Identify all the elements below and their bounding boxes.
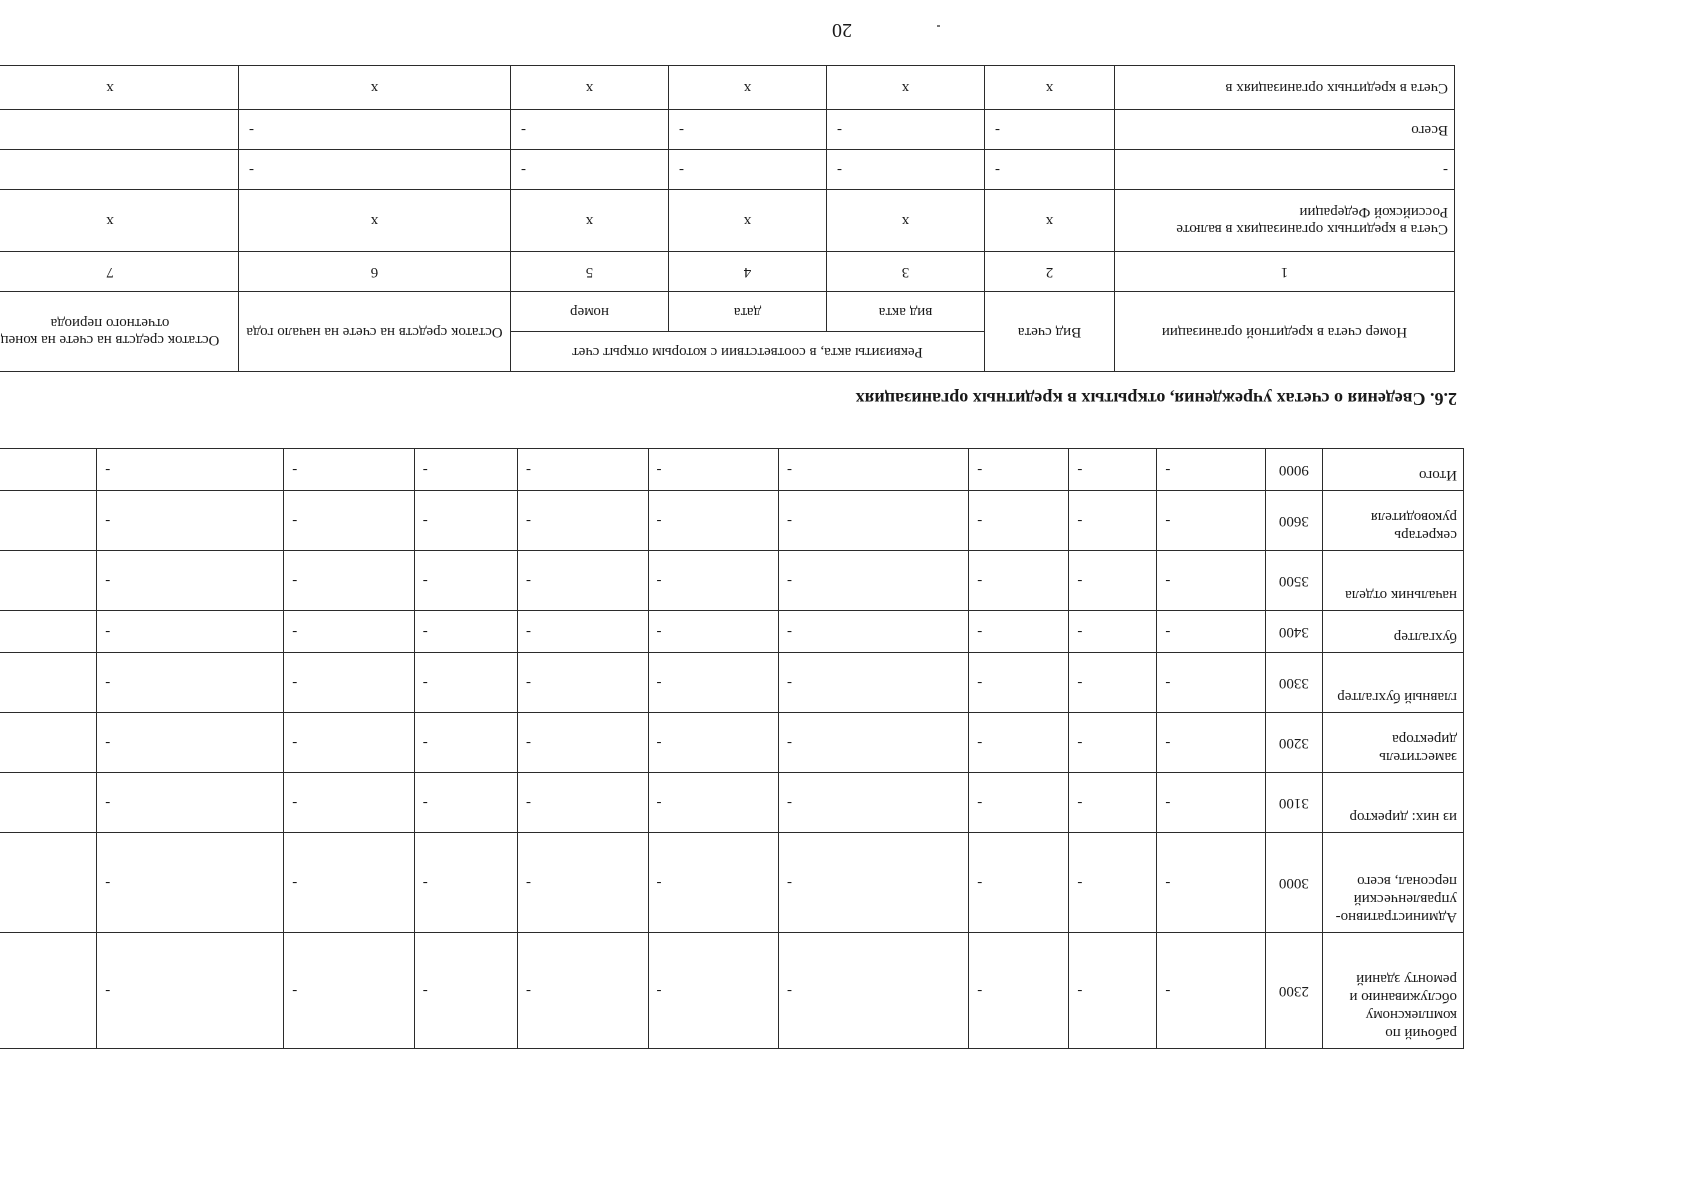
table-cell: - [969, 491, 1069, 551]
table-cell: x [238, 66, 510, 110]
table-cell: - [779, 491, 969, 551]
table-cell: - [1157, 449, 1266, 491]
column-number: 3 [827, 252, 985, 292]
table-cell: - [648, 551, 778, 611]
table-cell: - [779, 933, 969, 1049]
row-label: Счета в кредитных организациях в валюте Российской Федерации [1115, 190, 1455, 252]
table-cell: - [648, 449, 778, 491]
table-cell: - [779, 653, 969, 713]
table-cell: - [284, 653, 414, 713]
table-cell: - [969, 611, 1069, 653]
header-balance-start: Остаток средств на счете на начало года [238, 292, 510, 372]
column-number: 2 [985, 252, 1115, 292]
row-label: главный бухгалтер [1322, 653, 1463, 713]
table-cell: - [1069, 773, 1157, 833]
table-cell: - [779, 833, 969, 933]
table-cell [0, 773, 97, 833]
table-cell: - [648, 833, 778, 933]
table-cell: - [648, 933, 778, 1049]
row-code: 3200 [1266, 713, 1323, 773]
table-cell: - [1069, 491, 1157, 551]
row-label: Административно-управленческий персонал, всего [1322, 833, 1463, 933]
row-label: - [1115, 150, 1455, 190]
table-cell: - [1069, 449, 1157, 491]
row-label: рабочий по комплексному обслуживанию и ремонту зданий [1322, 933, 1463, 1049]
staff-table [0, 448, 1464, 1049]
header-act-date: дата [669, 292, 827, 332]
header-row [0, 332, 1455, 372]
table-cell [0, 110, 238, 150]
table-cell: - [1069, 713, 1157, 773]
row-code: 3000 [1266, 833, 1323, 933]
table-cell: - [284, 933, 414, 1049]
table-cell [0, 833, 97, 933]
header-act-kind: вид акта [827, 292, 985, 332]
row-label: Итого [1322, 449, 1463, 491]
column-number: 7 [0, 252, 238, 292]
table-cell [0, 933, 97, 1049]
table-cell: - [969, 933, 1069, 1049]
table-cell: - [97, 611, 284, 653]
table-cell: - [97, 933, 284, 1049]
column-number: 6 [238, 252, 510, 292]
table-cell: - [648, 611, 778, 653]
table-cell: - [1069, 611, 1157, 653]
table-cell: - [518, 449, 648, 491]
table-cell: - [648, 773, 778, 833]
table-row [0, 150, 1455, 190]
row-label: Счета в кредитных организациях в [1115, 66, 1455, 110]
table-cell: - [827, 150, 985, 190]
table-cell: x [510, 190, 668, 252]
table-cell: x [669, 190, 827, 252]
header-account-number: Номер счета в кредитной организации [1115, 292, 1455, 372]
table-cell: x [510, 66, 668, 110]
table-cell: - [1157, 491, 1266, 551]
table-cell: - [510, 110, 668, 150]
table-cell: - [518, 653, 648, 713]
row-label: из них: директор [1322, 773, 1463, 833]
table-row [0, 933, 1464, 1049]
table-row [0, 190, 1455, 252]
table-cell [0, 491, 97, 551]
row-label: бухгалтер [1322, 611, 1463, 653]
table-row [0, 66, 1455, 110]
table-cell: - [284, 449, 414, 491]
table-cell: - [985, 110, 1115, 150]
page-number: 20 [832, 19, 852, 41]
table-cell: - [284, 833, 414, 933]
table-cell: - [97, 713, 284, 773]
table-cell: x [669, 66, 827, 110]
row-label: секретарь руководителя [1322, 491, 1463, 551]
table-cell: - [779, 611, 969, 653]
scan-speck [937, 25, 940, 27]
table-cell: - [518, 551, 648, 611]
table-cell: - [97, 551, 284, 611]
table-cell: - [97, 773, 284, 833]
table-row [0, 449, 1464, 491]
row-code: 3400 [1266, 611, 1323, 653]
table-cell: - [510, 150, 668, 190]
accounts-table [0, 65, 1455, 372]
table-cell: - [1069, 551, 1157, 611]
table-cell: - [1157, 933, 1266, 1049]
table-cell: - [414, 713, 517, 773]
table-cell: - [284, 773, 414, 833]
table-cell: - [969, 713, 1069, 773]
row-code: 3100 [1266, 773, 1323, 833]
header-account-type: Вид счета [985, 292, 1115, 372]
table-cell: x [827, 190, 985, 252]
column-number: 5 [510, 252, 668, 292]
row-label: Всего [1115, 110, 1455, 150]
table-cell: - [518, 713, 648, 773]
row-code: 3600 [1266, 491, 1323, 551]
table-cell: - [97, 833, 284, 933]
header-balance-end: Остаток средств на счете на конец отчетного периода [0, 292, 238, 372]
table-cell: - [1157, 611, 1266, 653]
table-cell: - [669, 150, 827, 190]
table-cell: - [779, 713, 969, 773]
table-cell: - [1157, 833, 1266, 933]
table-cell: - [414, 653, 517, 713]
table-cell: - [518, 611, 648, 653]
table-row [0, 110, 1455, 150]
table-cell [0, 449, 97, 491]
table-cell: - [97, 449, 284, 491]
table-cell: - [1157, 713, 1266, 773]
table-cell: - [518, 773, 648, 833]
table-cell: - [648, 491, 778, 551]
table-cell [0, 150, 238, 190]
table-cell [0, 653, 97, 713]
table-cell: x [0, 190, 238, 252]
table-row [0, 713, 1464, 773]
table-row [0, 833, 1464, 933]
table-cell [0, 713, 97, 773]
table-cell: - [414, 449, 517, 491]
table-cell: - [1157, 653, 1266, 713]
table-cell: - [969, 773, 1069, 833]
table-cell: - [648, 713, 778, 773]
column-number: 1 [1115, 252, 1455, 292]
table-cell: - [969, 449, 1069, 491]
table-cell: - [827, 110, 985, 150]
table-cell: - [779, 773, 969, 833]
table-cell: x [985, 66, 1115, 110]
table-cell: - [238, 110, 510, 150]
column-number: 4 [669, 252, 827, 292]
table-row [0, 551, 1464, 611]
header-act-details: Реквизиты акта, в соответствии с которым открыт счет [510, 332, 984, 372]
table-cell: - [1069, 833, 1157, 933]
column-number-row [0, 252, 1455, 292]
table-cell: x [827, 66, 985, 110]
section-title: 2.6. Сведения о счетах учреждения, открытых в кредитных организациях [855, 389, 1457, 409]
table-cell: - [779, 449, 969, 491]
table-cell: - [284, 611, 414, 653]
table-cell: - [648, 653, 778, 713]
table-cell: - [284, 551, 414, 611]
table-cell: - [969, 833, 1069, 933]
row-label: заместитель директора [1322, 713, 1463, 773]
table-cell: x [0, 66, 238, 110]
table-cell: - [414, 773, 517, 833]
table-row [0, 611, 1464, 653]
row-code: 3500 [1266, 551, 1323, 611]
table-cell: - [518, 491, 648, 551]
row-label: начальник отдела [1322, 551, 1463, 611]
table-cell: - [414, 933, 517, 1049]
table-cell: - [97, 491, 284, 551]
table-cell: - [414, 611, 517, 653]
table-cell: - [284, 713, 414, 773]
table-cell: - [969, 551, 1069, 611]
table-cell: - [669, 110, 827, 150]
table-cell: - [238, 150, 510, 190]
table-cell: - [518, 833, 648, 933]
table-cell: - [779, 551, 969, 611]
table-cell: - [1157, 551, 1266, 611]
table-cell: - [1157, 773, 1266, 833]
table-row [0, 653, 1464, 713]
table-row [0, 773, 1464, 833]
table-cell: - [1069, 653, 1157, 713]
table-cell: - [1069, 933, 1157, 1049]
table-cell: - [414, 551, 517, 611]
table-cell: - [414, 491, 517, 551]
table-cell: - [414, 833, 517, 933]
table-cell: x [238, 190, 510, 252]
header-act-number: номер [510, 292, 668, 332]
table-cell [0, 611, 97, 653]
table-cell: - [985, 150, 1115, 190]
table-cell [0, 551, 97, 611]
row-code: 3300 [1266, 653, 1323, 713]
table-cell: x [985, 190, 1115, 252]
table-cell: - [284, 491, 414, 551]
row-code: 2300 [1266, 933, 1323, 1049]
table-cell: - [969, 653, 1069, 713]
table-row [0, 491, 1464, 551]
table-cell: - [97, 653, 284, 713]
row-code: 9000 [1266, 449, 1323, 491]
table-cell: - [518, 933, 648, 1049]
